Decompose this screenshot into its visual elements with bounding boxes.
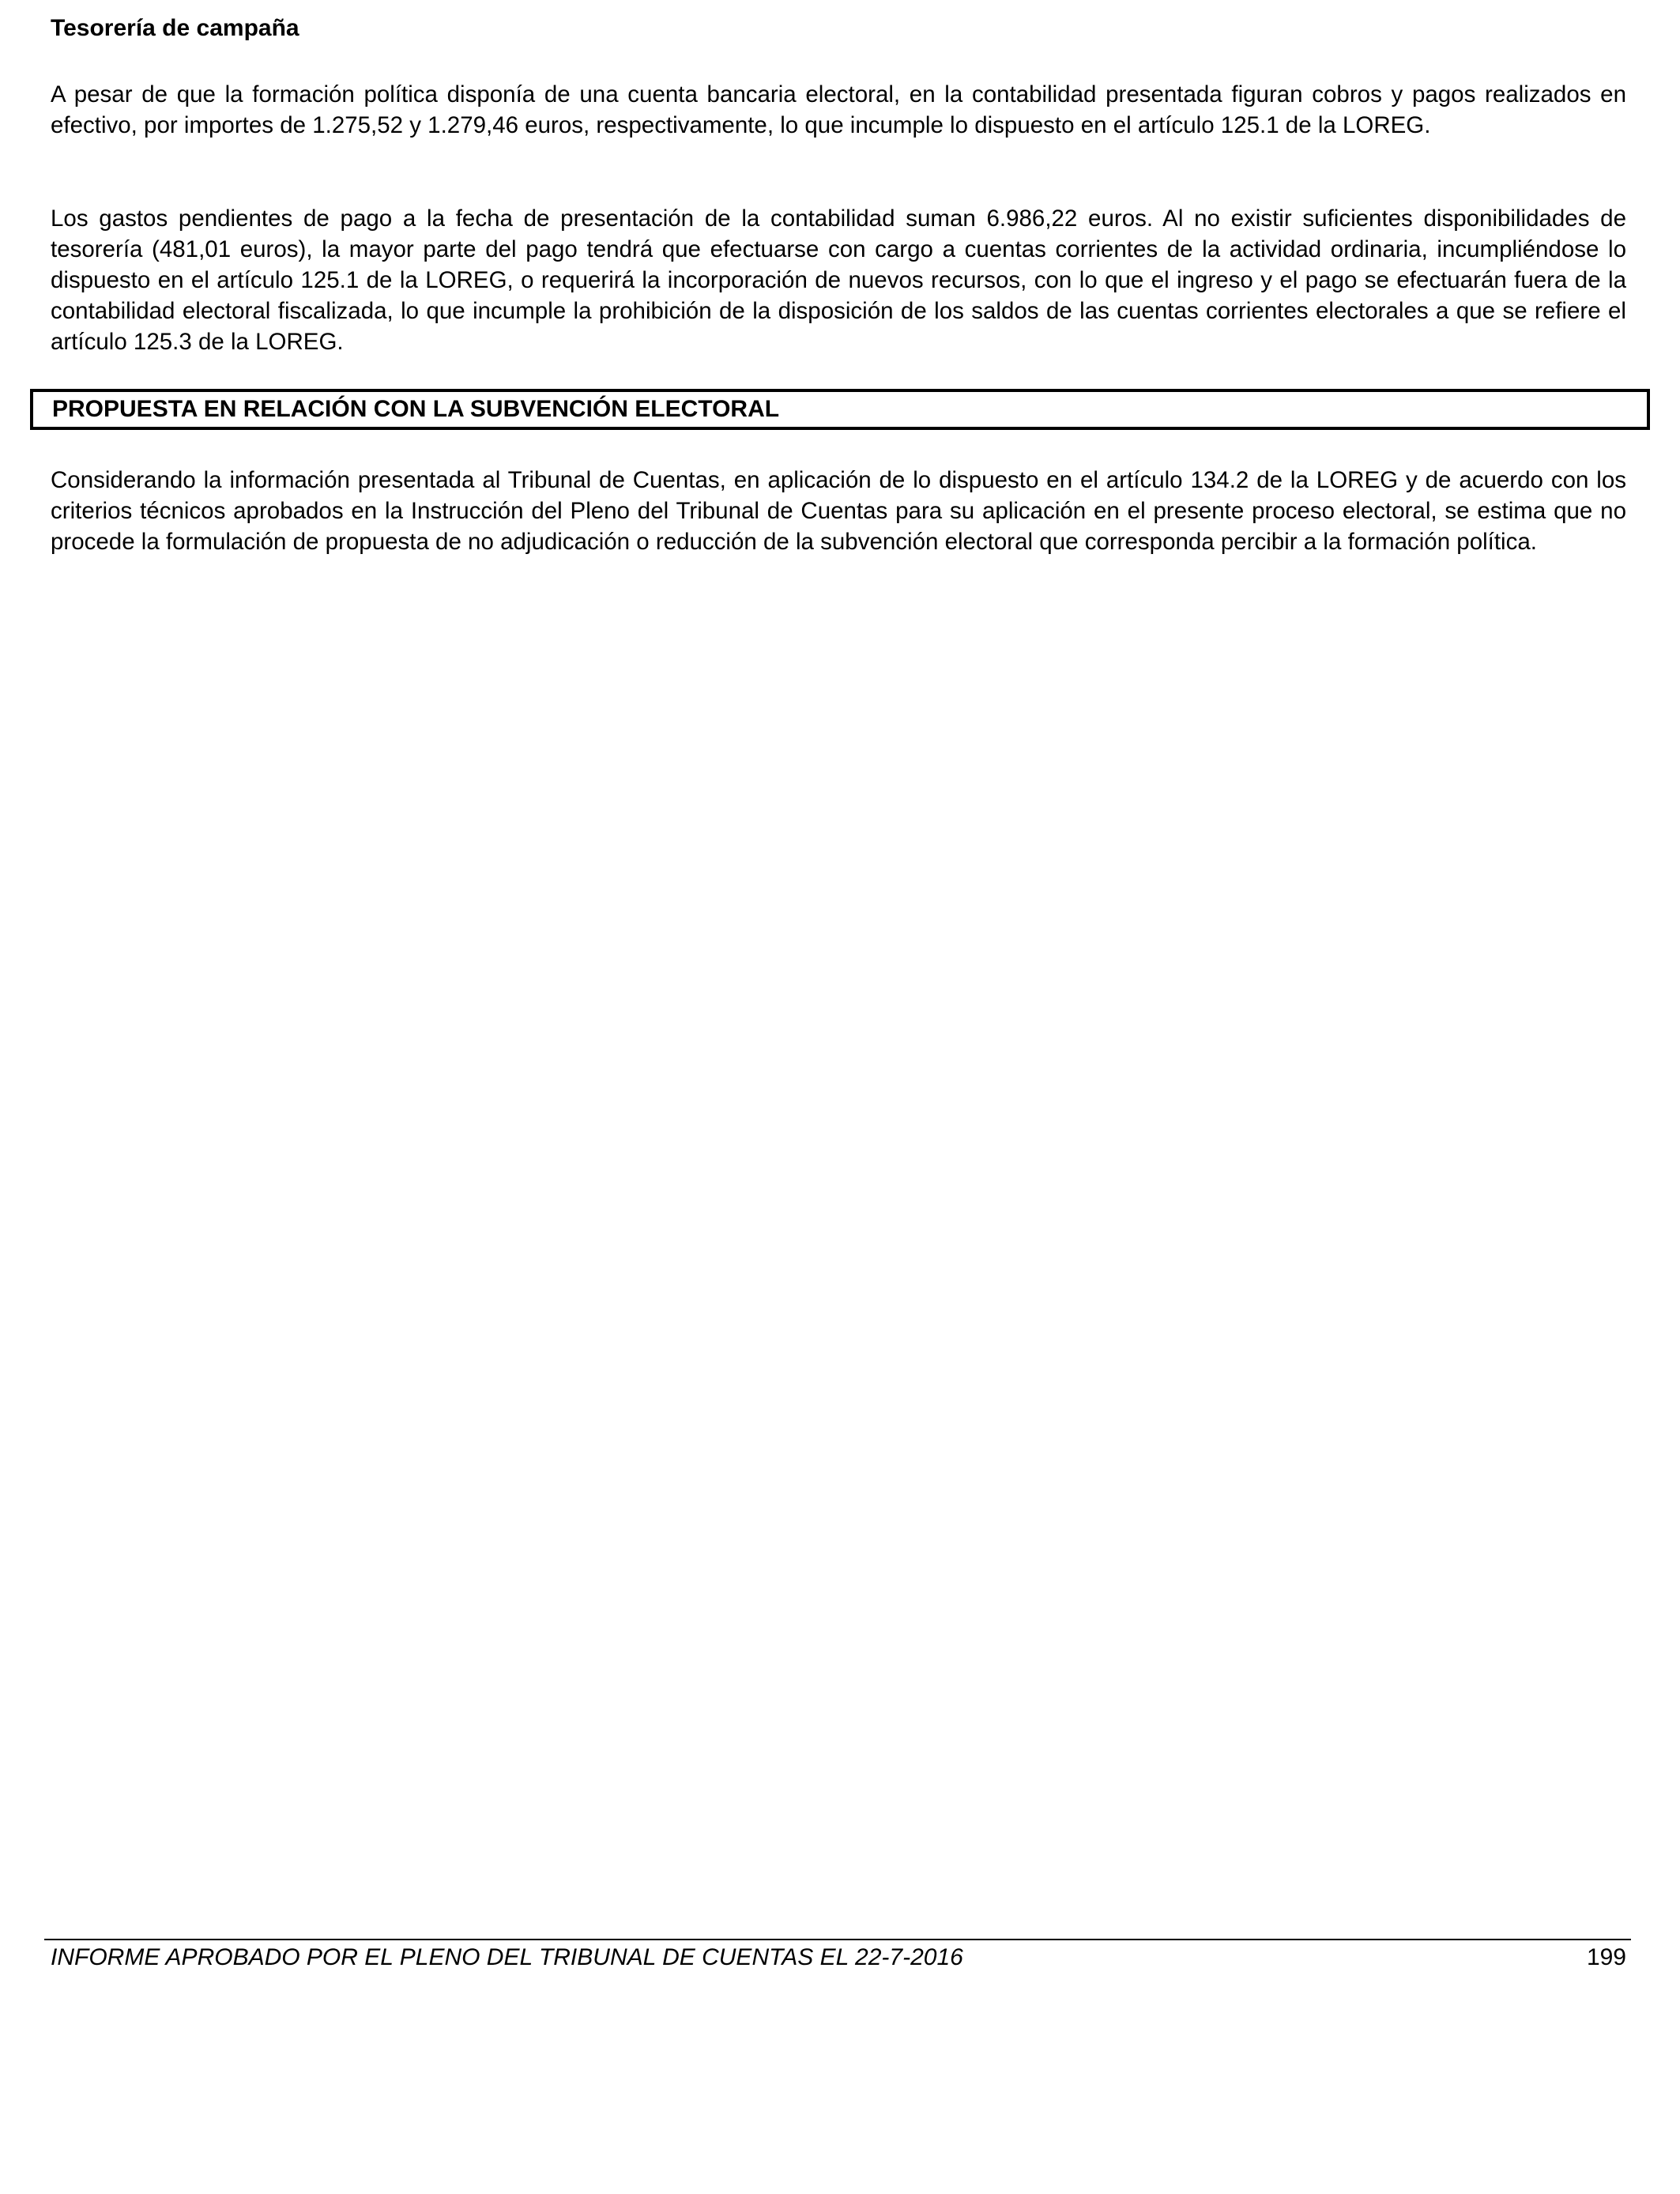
page-number: 199 — [1586, 1944, 1626, 1970]
section-title-box — [30, 389, 1650, 430]
section-title-propuesta: PROPUESTA EN RELACIÓN CON LA SUBVENCIÓN ELECTORAL — [52, 396, 780, 422]
section-heading-tesoreria: Tesorería de campaña — [51, 15, 299, 41]
paragraph-propuesta: Considerando la información presentada al Tribunal de Cuentas, en aplicación de lo dispuesto en el artículo 134.2 de la LOREG y de acuerdo con los criterios técnicos aprobados en la Instrucción del Pleno del Tribunal de Cuentas para su aplicación en el presente proceso electoral, se estima que no procede la formulación de propuesta de no adjudicación o reducción de la subvención electoral que corresponda percibir a la formación política. — [51, 467, 1626, 555]
footer-report-note: INFORME APROBADO POR EL PLENO DEL TRIBUNAL DE CUENTAS EL 22-7-2016 — [51, 1944, 963, 1970]
paragraph-gastos-pendientes: Los gastos pendientes de pago a la fecha de presentación de la contabilidad suman 6.986,22 euros. Al no existir suficientes disponibilidades de tesorería (481,01 euros), la mayor parte del pago tendrá que efectuarse con cargo a cuentas corrientes de la actividad ordinaria, incumpliéndose lo dispuesto en el artículo 125.1 de la LOREG, o requerirá la incorporación de nuevos recursos, con lo que el ingreso y el pago se efectuarán fuera de la contabilidad electoral fiscalizada, lo que incumple la prohibición de la disposición de los saldos de las cuentas corrientes electorales a que se refiere el artículo 125.3 de la LOREG. — [51, 205, 1626, 355]
footer-divider — [44, 1939, 1631, 1940]
paragraph-cobros-efectivo: A pesar de que la formación política disponía de una cuenta bancaria electoral, en la contabilidad presentada figuran cobros y pagos realizados en efectivo, por importes de 1.275,52 y 1.279,46 euros, respectivamente, lo que incumple lo dispuesto en el artículo 125.1 de la LOREG. — [51, 81, 1626, 138]
